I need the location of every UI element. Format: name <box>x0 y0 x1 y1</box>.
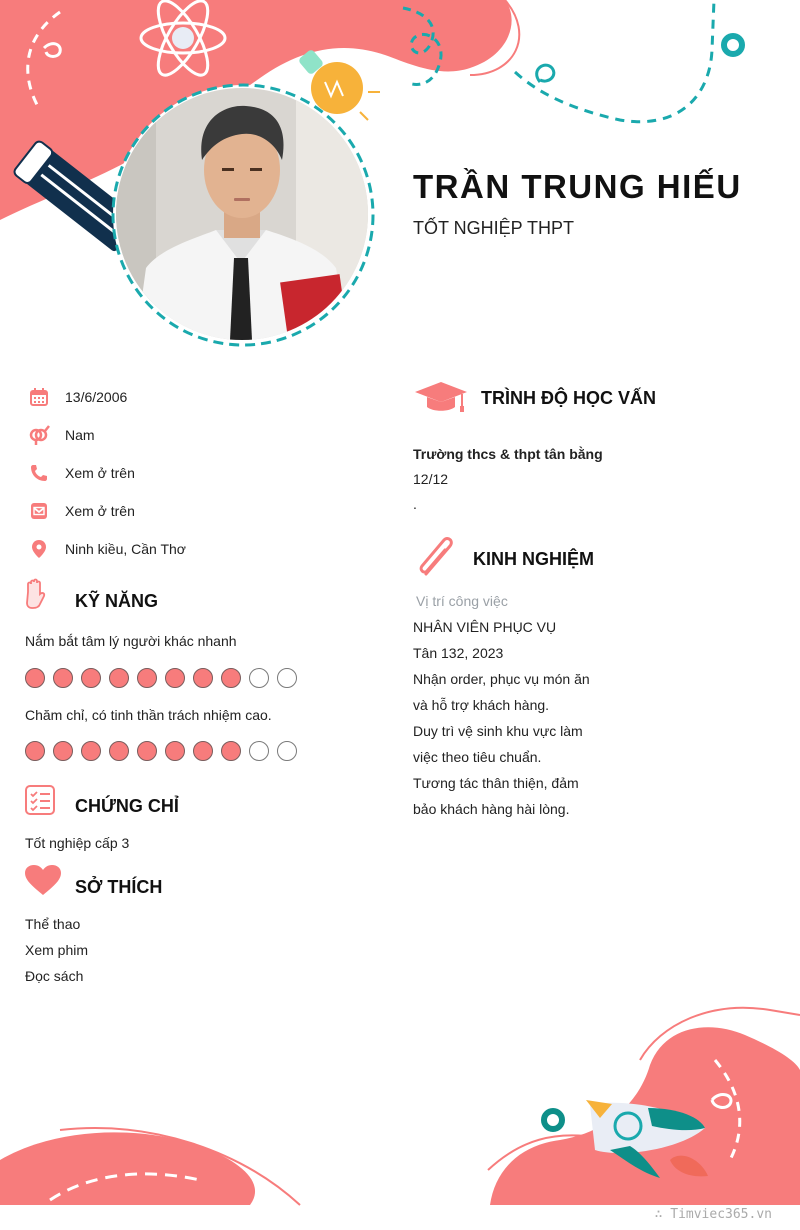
rating-dot-filled <box>193 668 213 688</box>
rating-dot-filled <box>109 668 129 688</box>
experience-description-line: Duy trì vệ sinh khu vực làm <box>413 723 583 739</box>
phone-icon <box>28 462 50 484</box>
education-grade: 12/12 <box>413 471 449 487</box>
location-icon <box>28 538 50 560</box>
rating-dot-filled <box>221 668 241 688</box>
skill-rating <box>25 741 297 761</box>
hobbies-title: SỞ THÍCH <box>75 877 163 897</box>
email-icon <box>28 500 50 522</box>
location-value: Ninh kiều, Cần Thơ <box>65 541 186 557</box>
rating-dot-filled <box>165 668 185 688</box>
heart-icon <box>24 864 62 901</box>
experience-description-line: bảo khách hàng hài lòng. <box>413 801 570 817</box>
rating-dot-filled <box>53 668 73 688</box>
rating-dot-filled <box>81 668 101 688</box>
rating-dot-filled <box>109 741 129 761</box>
education-note: . <box>413 496 417 512</box>
info-email <box>28 499 135 523</box>
rating-dot-filled <box>165 741 185 761</box>
rating-dot-filled <box>25 741 45 761</box>
rating-dot-empty <box>277 741 297 761</box>
info-birthday <box>28 385 127 409</box>
graduation-cap-icon <box>413 380 469 419</box>
experience-description-line: và hỗ trợ khách hàng. <box>413 697 550 713</box>
gender-value: Nam <box>65 427 95 443</box>
rating-dot-filled <box>221 741 241 761</box>
experience-period: Tân 132, 2023 <box>413 645 504 661</box>
rating-dot-empty <box>249 741 269 761</box>
rating-dot-filled <box>137 668 157 688</box>
experience-title: KINH NGHIỆM <box>473 549 594 569</box>
calendar-icon <box>28 386 50 408</box>
paperclip-icon <box>414 536 460 585</box>
experience-description-line: việc theo tiêu chuẩn. <box>413 749 542 765</box>
info-location <box>28 537 186 561</box>
education-school: Trường thcs & thpt tân bằng <box>413 446 603 462</box>
profile-photo <box>116 88 368 340</box>
skill-rating <box>25 668 297 688</box>
education-title: TRÌNH ĐỘ HỌC VẤN <box>481 388 656 408</box>
skills-title: KỸ NĂNG <box>75 591 159 611</box>
phone-value: Xem ở trên <box>65 465 135 481</box>
info-phone <box>28 461 135 485</box>
position-placeholder: Vị trí công việc <box>416 593 508 609</box>
rating-dot-filled <box>81 741 101 761</box>
experience-role: NHÂN VIÊN PHỤC VỤ <box>413 619 557 635</box>
certificate-item: Tốt nghiệp cấp 3 <box>25 835 130 851</box>
watermark: ∴ Timviec365.vn <box>654 1207 772 1222</box>
skill-name: Nắm bắt tâm lý người khác nhanh <box>25 633 237 649</box>
hobby-item: Đọc sách <box>25 968 84 984</box>
candidate-name: TRẦN TRUNG HIẾU <box>413 168 742 205</box>
skill-name: Chăm chỉ, có tinh thần trách nhiệm cao. <box>25 707 272 723</box>
rating-dot-empty <box>277 668 297 688</box>
hobby-item: Thể thao <box>25 916 81 932</box>
hobby-item: Xem phim <box>25 942 89 958</box>
checklist-icon <box>24 784 56 821</box>
experience-description-line: Tương tác thân thiện, đảm <box>413 775 579 791</box>
rating-dot-filled <box>193 741 213 761</box>
gender-icon <box>28 424 50 446</box>
hand-icon <box>24 578 48 615</box>
birthday-value: 13/6/2006 <box>65 389 128 405</box>
info-gender <box>28 423 95 447</box>
rating-dot-filled <box>25 668 45 688</box>
candidate-title: TỐT NGHIỆP THPT <box>413 218 575 238</box>
certificates-title: CHỨNG CHỈ <box>75 796 179 816</box>
rating-dot-filled <box>137 741 157 761</box>
experience-description-line: Nhận order, phục vụ món ăn <box>413 671 590 687</box>
rating-dot-filled <box>53 741 73 761</box>
rating-dot-empty <box>249 668 269 688</box>
email-value: Xem ở trên <box>65 503 135 519</box>
